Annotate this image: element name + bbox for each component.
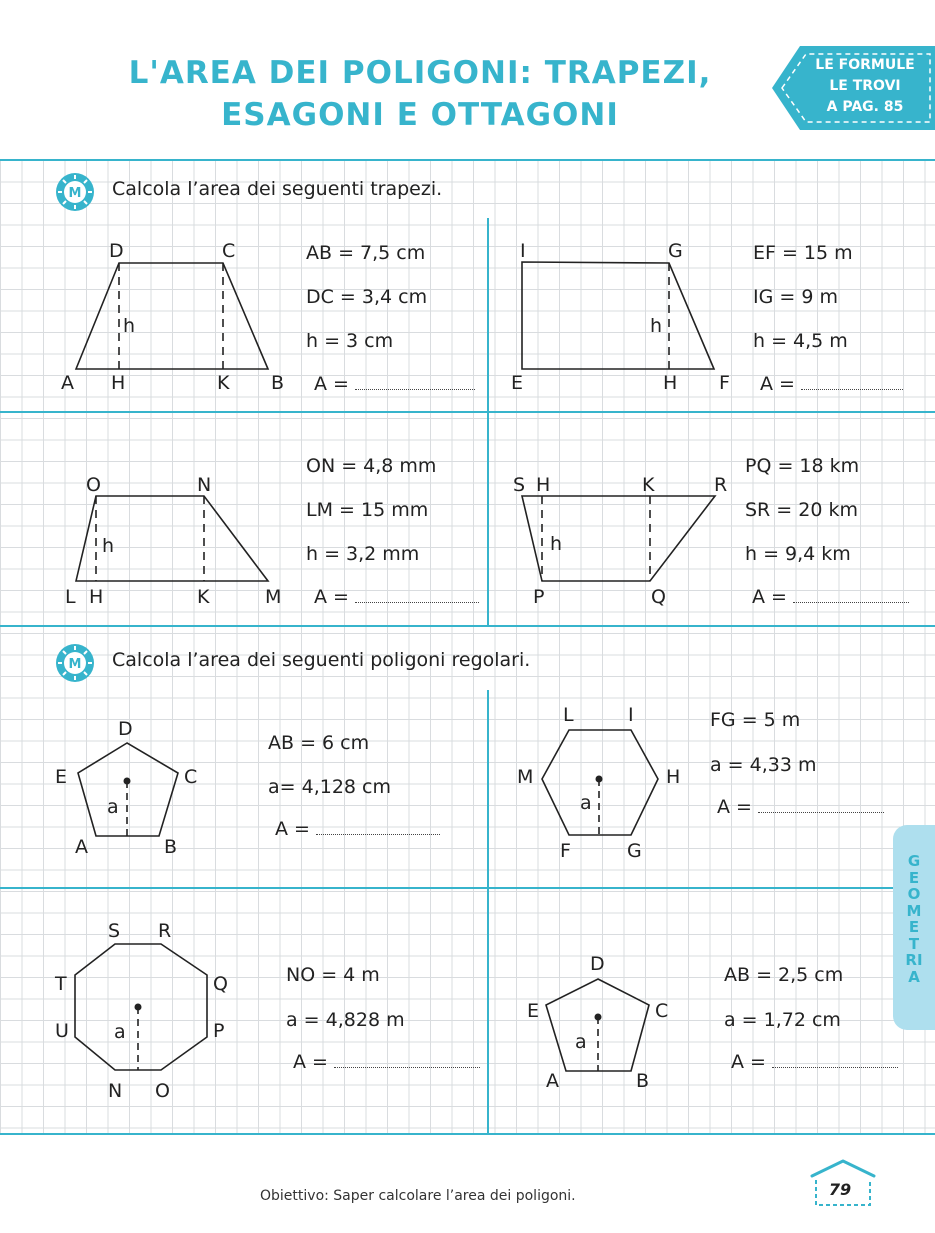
height-label-h: h [123,315,136,337]
divider-col-3 [487,690,489,887]
page-title-line-1: L'AREA DEI POLIGONI: TRAPEZI, [128,55,712,91]
vertex-label-e: E [511,372,524,394]
ex5-answer [275,818,440,840]
ex7-answer [293,1051,480,1073]
trapezoid-pqrs-figure [505,465,745,610]
vertex-label-d: D [109,240,124,262]
ex3-answer-label: A = [314,586,349,608]
ex3-data-lm: LM = 15 mm [306,499,429,521]
vertex-label-c: C [655,1000,669,1022]
formula-tag-line-3: A PAG. 85 [826,99,904,115]
ex8-data-ab: AB = 2,5 cm [724,964,844,986]
ex1-data-ab: AB = 7,5 cm [306,242,426,264]
vertex-label-b: B [636,1070,650,1092]
ex2-data-h: h = 4,5 m [753,330,848,352]
ex7-answer-label: A = [293,1051,328,1073]
divider-row1 [0,411,935,413]
ex7-data-no: NO = 4 m [286,964,380,986]
instruction-trapezi: Calcola l’area dei seguenti trapezi. [112,178,443,200]
ex4-data-pq: PQ = 18 km [745,455,860,477]
math-badge-letter: M [68,186,82,201]
vertex-label-p: P [533,586,545,608]
vertex-label-c: C [222,240,236,262]
vertex-label-c: C [184,766,198,788]
ex2-answer-field[interactable] [801,375,903,390]
trapezoid-igfe-figure [505,235,745,395]
vertex-label-f: F [560,840,571,862]
vertex-label-s: S [513,474,526,496]
vertex-label-h: H [111,372,126,394]
vertex-label-a: A [546,1070,559,1092]
ex1-data-h: h = 3 cm [306,330,394,352]
ex3-answer [314,586,479,608]
divider-section [0,625,935,627]
ex4-answer-label: A = [752,586,787,608]
vertex-label-o: O [155,1080,170,1102]
ex2-data-ef: EF = 15 m [753,242,853,264]
vertex-label-e: E [55,766,68,788]
ex3-data-h: h = 3,2 mm [306,543,420,565]
vertex-label-a: A [75,836,88,858]
ex5-data-ab: AB = 6 cm [268,732,370,754]
ex7-answer-field[interactable] [334,1053,480,1068]
ex1-data-dc: DC = 3,4 cm [306,286,428,308]
side-tab-text: GEOMETRIA [905,852,923,986]
vertex-label-g: G [627,840,642,862]
ex6-data-a: a = 4,33 m [710,754,817,776]
vertex-label-d: D [590,953,605,975]
ex1-answer-label: A = [314,373,349,395]
vertex-label-u: U [55,1020,69,1042]
vertex-label-m: M [517,766,534,788]
geometria-side-tab-label [905,853,923,985]
ex6-data-fg: FG = 5 m [710,709,801,731]
apothem-label-a: a [114,1021,126,1043]
ex4-answer [752,586,909,608]
hexagon-fghilm-figure [510,695,700,870]
ex5-answer-field[interactable] [316,820,440,835]
vertex-label-l: L [65,586,76,608]
ex4-answer-field[interactable] [793,588,909,603]
ex6-answer [717,796,884,818]
formula-tag-line-1: LE FORMULE [815,57,915,73]
pentagon-abcde-small-figure [520,945,695,1095]
pentagon-abcde-figure [50,715,220,865]
ex6-answer-field[interactable] [758,798,884,813]
vertex-label-i: I [628,704,634,726]
divider-bottom [0,1133,935,1135]
math-badge-letter: M [68,657,82,672]
apothem-label-a: a [580,792,592,814]
ex8-answer-label: A = [731,1051,766,1073]
ex2-answer [760,373,903,395]
trapezoid-abcd-figure [55,235,295,395]
ex2-data-ig: IG = 9 m [753,286,838,308]
ex8-data-a: a = 1,72 cm [724,1009,841,1031]
objective-note: Obiettivo: Saper calcolare l’area dei poligoni. [260,1188,576,1204]
ex4-data-sr: SR = 20 km [745,499,858,521]
apothem-label-a: a [107,796,119,818]
vertex-label-n: N [197,474,212,496]
divider-row3 [0,887,935,889]
vertex-label-r: R [714,474,728,496]
height-label-h: h [550,533,563,555]
ex5-data-a: a= 4,128 cm [268,776,391,798]
vertex-label-t: T [55,973,67,995]
vertex-label-p: P [213,1020,225,1042]
vertex-label-k: K [197,586,210,608]
vertex-label-q: Q [651,586,666,608]
ex3-data-on: ON = 4,8 mm [306,455,437,477]
math-badge-icon [53,170,97,214]
math-badge-icon [53,641,97,685]
vertex-label-h: H [536,474,551,496]
vertex-label-k: K [217,372,230,394]
ex8-answer-field[interactable] [772,1053,898,1068]
page-title-line-2: ESAGONI E OTTAGONI [221,97,619,133]
instruction-poligoni: Calcola l’area dei seguenti poligoni regolari. [112,649,531,671]
height-label-h: h [650,315,663,337]
vertex-label-s: S [108,920,121,942]
octagon-nopqrstu-figure [45,915,245,1105]
ex2-answer-label: A = [760,373,795,395]
vertex-label-n: N [108,1080,123,1102]
vertex-label-h: H [89,586,104,608]
height-label-h: h [102,535,115,557]
page-title [100,52,740,136]
vertex-label-e: E [527,1000,540,1022]
vertex-label-o: O [86,474,101,496]
vertex-label-r: R [158,920,172,942]
trapezoid-lmno-figure [55,465,295,610]
divider-col-1 [487,218,489,411]
ex4-data-h: h = 9,4 km [745,543,851,565]
ex5-answer-label: A = [275,818,310,840]
vertex-label-b: B [271,372,285,394]
vertex-label-l: L [563,704,574,726]
divider-col-2 [487,413,489,625]
vertex-label-f: F [719,372,730,394]
vertex-label-m: M [265,586,282,608]
apothem-label-a: a [575,1031,587,1053]
vertex-label-h: H [666,766,681,788]
vertex-label-h: H [663,372,678,394]
vertex-label-i: I [520,240,526,262]
vertex-label-a: A [61,372,74,394]
divider-col-4 [487,889,489,1133]
ex8-answer [731,1051,898,1073]
vertex-label-b: B [164,836,178,858]
ex1-answer-field[interactable] [355,375,475,390]
vertex-label-g: G [668,240,683,262]
ex3-answer-field[interactable] [355,588,479,603]
vertex-label-q: Q [213,973,228,995]
ex1-answer [314,373,475,395]
vertex-label-d: D [118,718,133,740]
formula-tag-line-2: LE TROVI [829,78,901,94]
divider-top [0,159,935,161]
formula-tag-text [800,55,930,118]
page-number: 79 [828,1180,852,1199]
vertex-label-k: K [642,474,655,496]
ex7-data-a: a = 4,828 m [286,1009,405,1031]
ex6-answer-label: A = [717,796,752,818]
